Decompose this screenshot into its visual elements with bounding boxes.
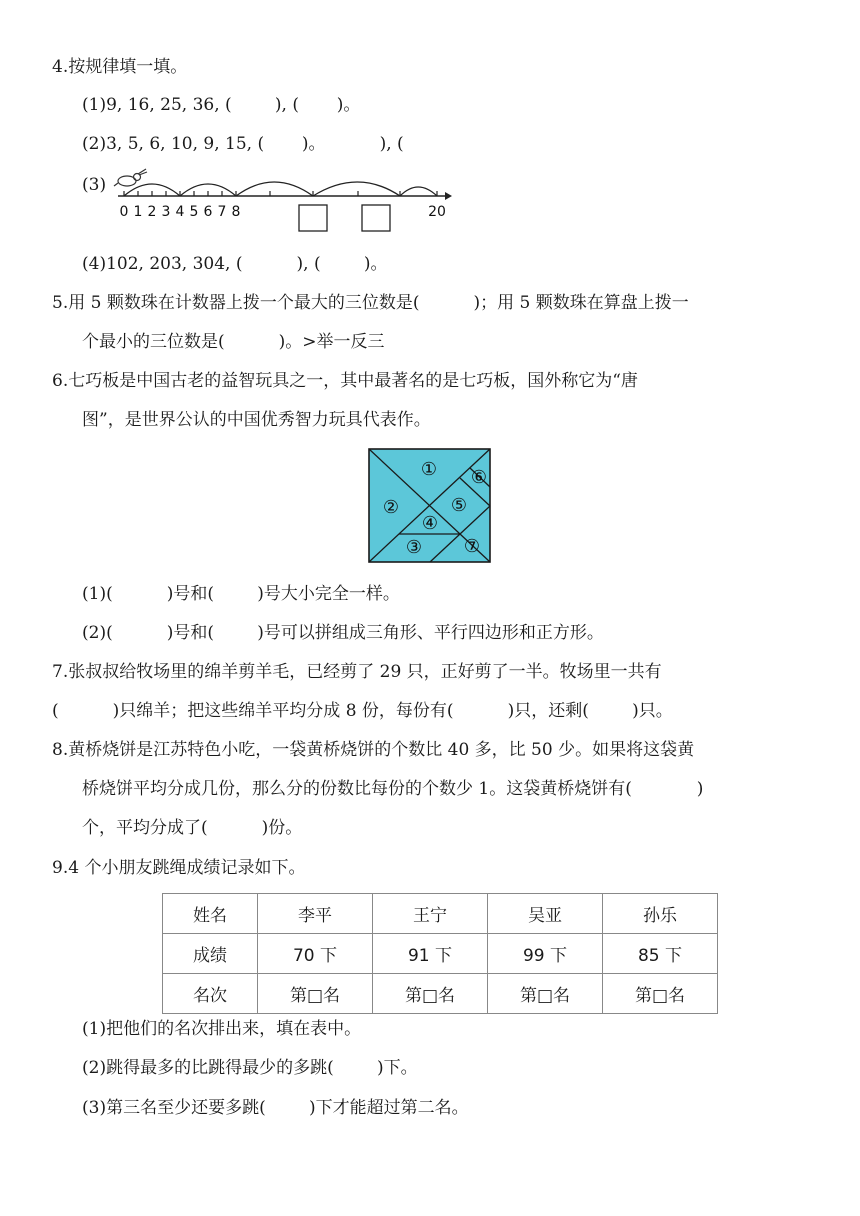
table-cell: 王宁	[373, 894, 488, 934]
table-row	[163, 934, 718, 974]
score-table	[162, 893, 718, 1014]
tick-label: 5	[189, 204, 199, 220]
tangram-label-2: ②	[382, 497, 400, 518]
table-cell: 91 下	[373, 934, 488, 974]
tangram-label-3: ③	[405, 537, 423, 558]
tangram-label-6: ⑥	[470, 467, 488, 488]
tick-label: 8	[231, 204, 241, 220]
q7-line1: 7.张叔叔给牧场里的绵羊剪羊毛，已经剪了 29 只，正好剪了一半。牧场里一共有	[52, 662, 662, 682]
q9-sub1: (1)把他们的名次排出来，填在表中。	[82, 1019, 362, 1039]
tick-label: 4	[175, 204, 185, 220]
q7-line2: ( )只绵羊；把这些绵羊平均分成 8 份，每份有( )只，还剩( )只。	[52, 701, 673, 721]
q6-line1: 6.七巧板是中国古老的益智玩具之一，其中最著名的是七巧板，国外称它为“唐	[52, 371, 638, 391]
q6-line2: 图”，是世界公认的中国优秀智力玩具代表作。	[82, 410, 431, 430]
table-cell: 吴亚	[488, 894, 603, 934]
table-row	[163, 974, 718, 1014]
table-cell: 孙乐	[603, 894, 718, 934]
q6-sub1: (1)( )号和( )号大小完全一样。	[82, 584, 400, 604]
q6-sub2: (2)( )号和( )号可以拼组成三角形、平行四边形和正方形。	[82, 623, 604, 643]
rank-cell[interactable]: 第□名	[373, 974, 488, 1014]
table-cell: 70 下	[258, 934, 373, 974]
q8-line3: 个，平均分成了( )份。	[82, 818, 303, 838]
q5-line2: 个最小的三位数是( )。>举一反三	[82, 332, 385, 352]
tick-label: 7	[217, 204, 227, 220]
q8-line1: 8.黄桥烧饼是江苏特色小吃，一袋黄桥烧饼的个数比 40 多，比 50 少。如果将这袋黄	[52, 740, 695, 760]
table-cell: 名次	[163, 974, 258, 1014]
table-cell: 姓名	[163, 894, 258, 934]
tick-label: 2	[147, 204, 157, 220]
q4-part1: (1)9, 16, 25, 36, ( ), ( )。	[82, 95, 361, 115]
tangram-label-1: ①	[420, 459, 438, 480]
q9-title: 9.4 个小朋友跳绳成绩记录如下。	[52, 858, 306, 878]
tangram-label-5: ⑤	[450, 495, 468, 516]
table-row	[163, 894, 718, 934]
q8-line2: 桥烧饼平均分成几份，那么分的份数比每份的个数少 1。这袋黄桥烧饼有( )	[82, 779, 704, 799]
tangram-label-4: ④	[421, 513, 439, 534]
q4-part3-label: (3)	[82, 175, 107, 195]
tick-label: 3	[161, 204, 171, 220]
table-cell: 85 下	[603, 934, 718, 974]
q4-part4: (4)102, 203, 304, ( ), ( )。	[82, 254, 388, 274]
q4-part2: (2)3, 5, 6, 10, 9, 15, ( )。 ), (	[82, 134, 404, 154]
q4-title: 4.按规律填一填。	[52, 57, 188, 77]
tick-label: 0	[119, 204, 129, 220]
tick-label: 1	[133, 204, 143, 220]
rank-cell[interactable]: 第□名	[488, 974, 603, 1014]
rank-cell[interactable]: 第□名	[603, 974, 718, 1014]
table-cell: 李平	[258, 894, 373, 934]
tick-label-end: 20	[428, 204, 446, 220]
q5-line1: 5.用 5 颗数珠在计数器上拨一个最大的三位数是( )；用 5 颗数珠在算盘上拨一	[52, 293, 689, 313]
rank-cell[interactable]: 第□名	[258, 974, 373, 1014]
table-cell: 99 下	[488, 934, 603, 974]
q9-sub3: (3)第三名至少还要多跳( )下才能超过第二名。	[82, 1098, 469, 1118]
tangram-label-7: ⑦	[463, 536, 481, 557]
q9-sub2: (2)跳得最多的比跳得最少的多跳( )下。	[82, 1058, 418, 1078]
table-cell: 成绩	[163, 934, 258, 974]
tick-label: 6	[203, 204, 213, 220]
